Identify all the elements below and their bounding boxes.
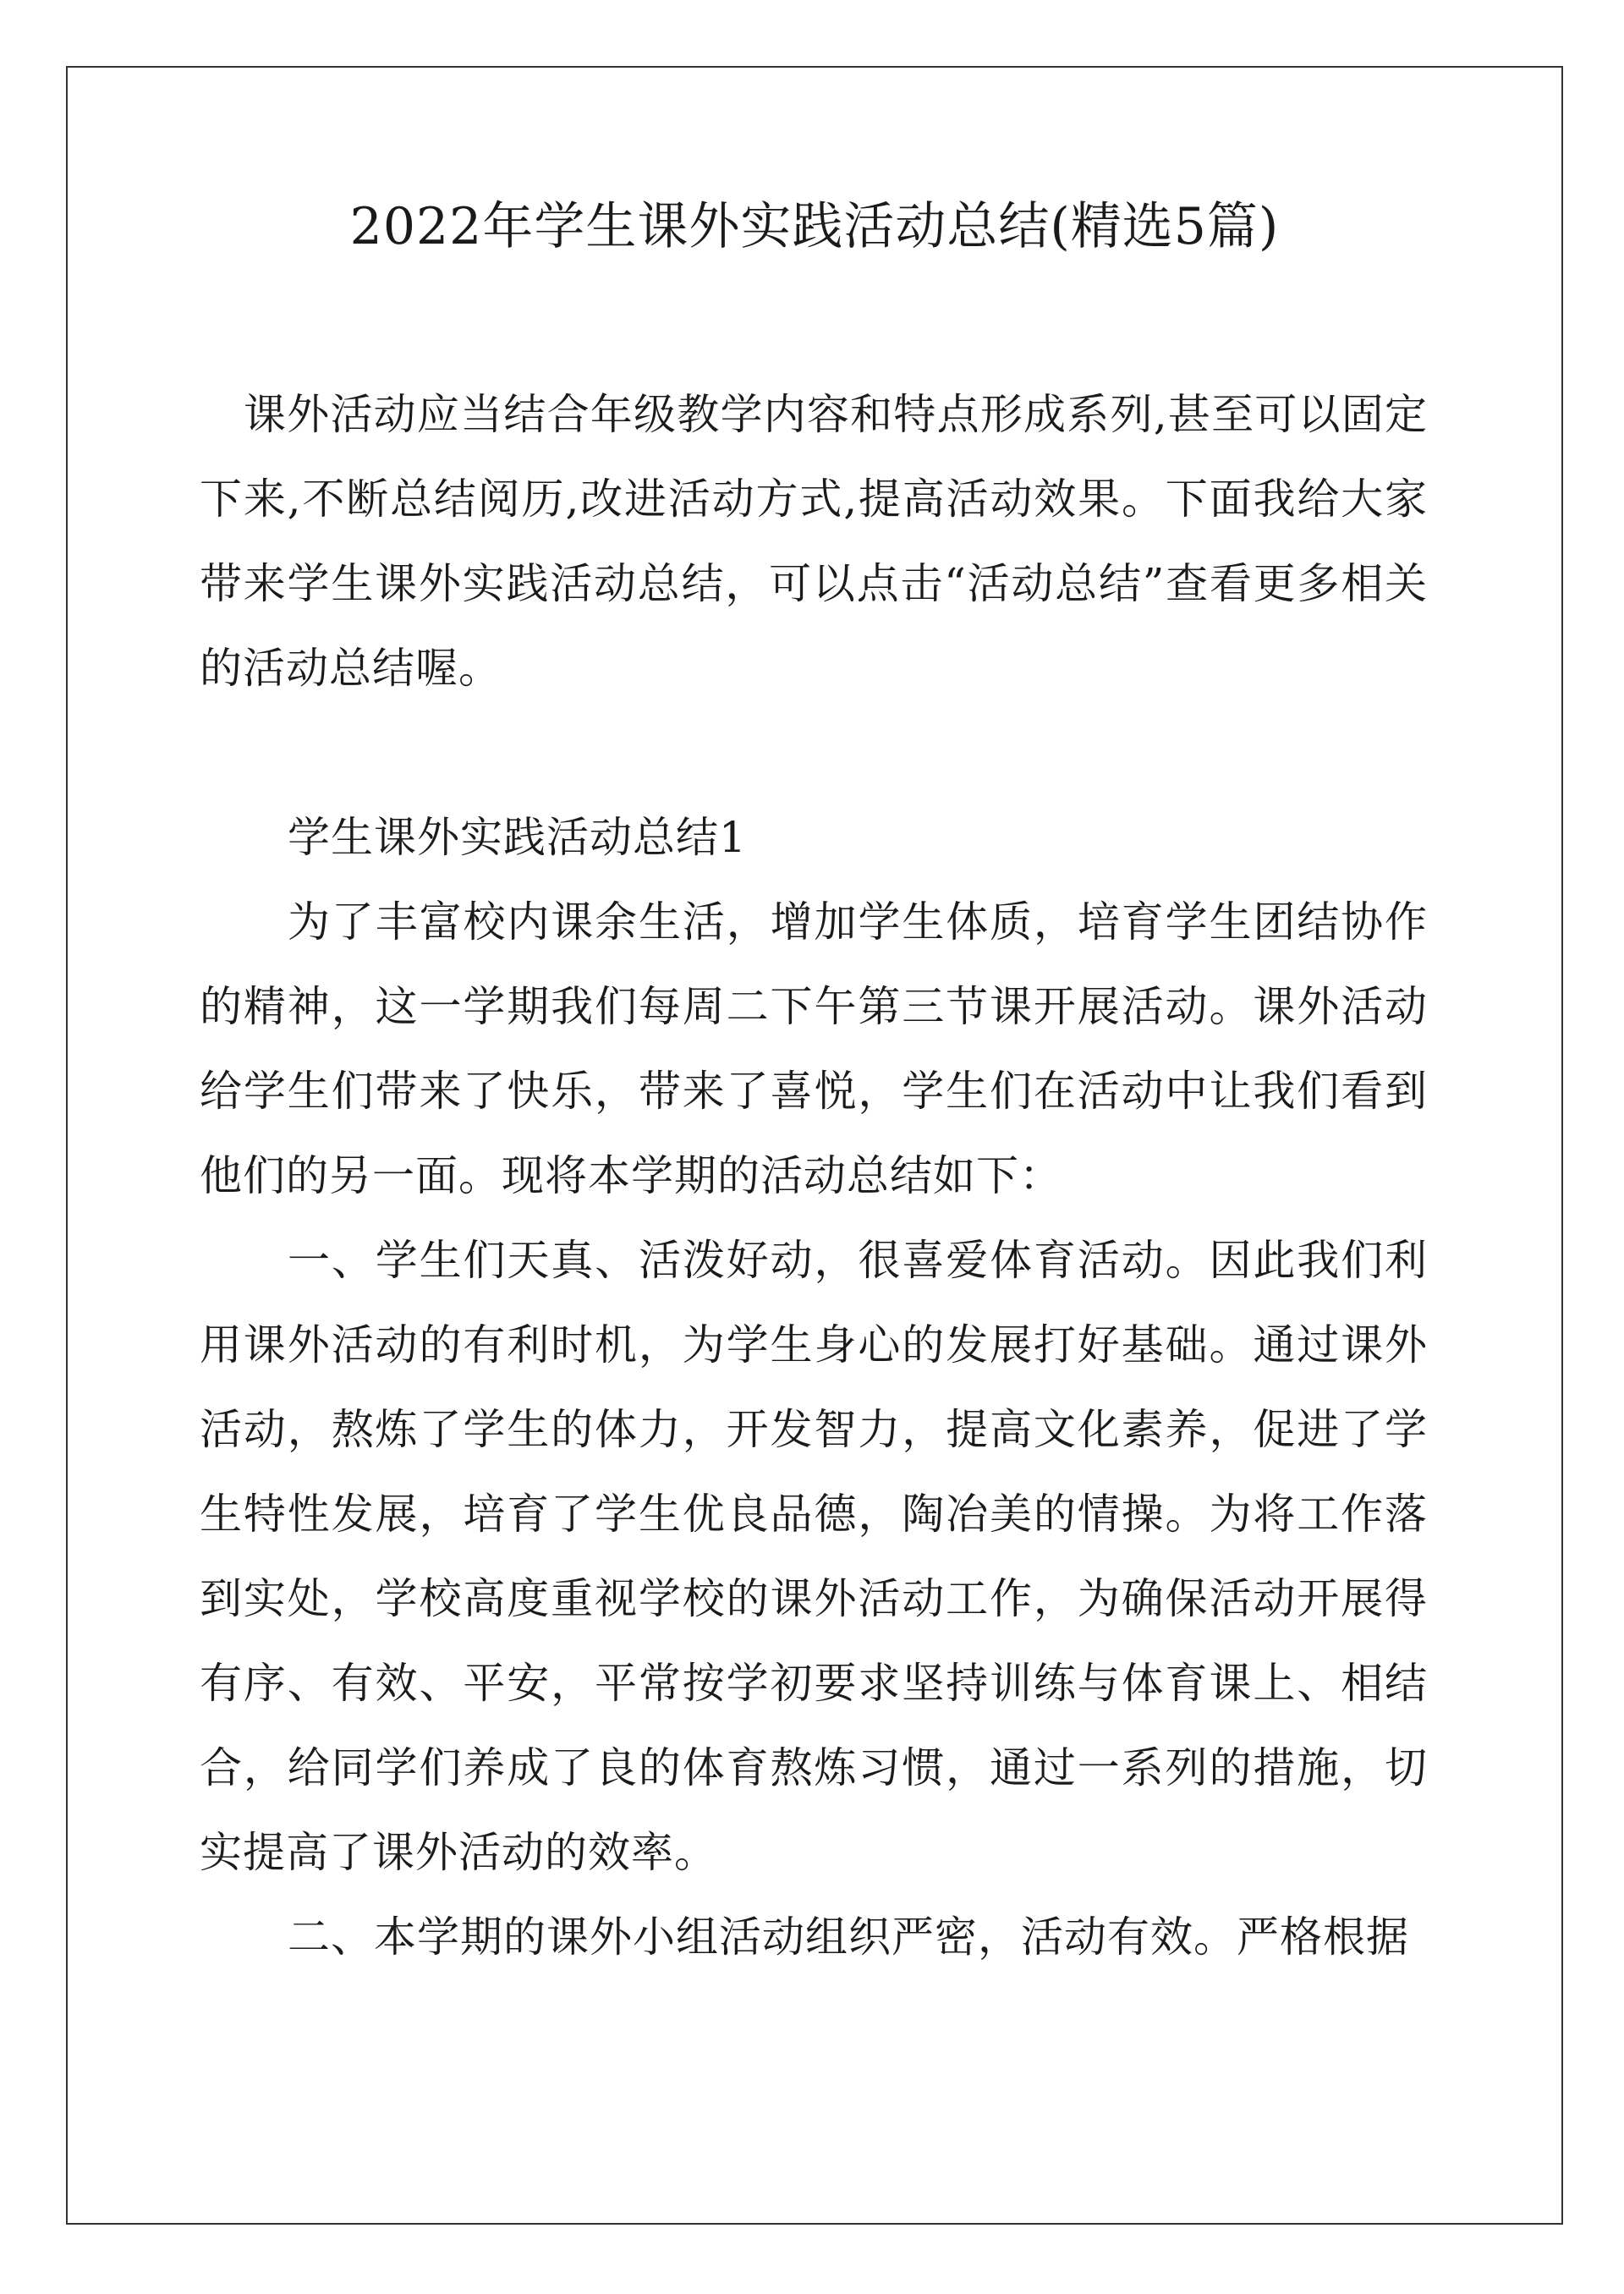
body-paragraph: 一、学生们天真、活泼好动，很喜爱体育活动。因此我们利用课外活动的有利时机，为学生身心的发展打好基础。通过课外活动，熬炼了学生的体力，开发智力，提高文化素养，促进了学生特性发展，培育了学生优良品德，陶冶美的情操。为将工作落到实处，学校高度重视学校的课外活动工作，为确保活动开展得有序、有效、平安，平常按学初要求坚持训练与体育课上、相结合，给同学们养成了良的体育熬炼习惯，通过一系列的措施，切实提高了课外活动的效率。 [200, 1236, 1428, 1877]
document-title: 2022年学生课外实践活动总结(精选5篇) [349, 197, 1280, 256]
body-paragraph: 二、本学期的课外小组活动组织严密，活动有效。严格根据 [288, 1913, 1409, 1962]
intro-paragraph: 课外活动应当结合年级教学内容和特点形成系列,甚至可以固定下来,不断总结阅历,改进活动方式,提高活动效果。下面我给大家带来学生课外实践活动总结，可以点击“活动总结”查看更多相关的活动总结喔。 [200, 390, 1428, 693]
body-paragraph: 为了丰富校内课余生活，增加学生体质，培育学生团结协作的精神，这一学期我们每周二下午第三节课开展活动。课外活动给学生们带来了快乐，带来了喜悦，学生们在活动中让我们看到他们的另一面。现将本学期的活动总结如下： [200, 897, 1428, 1200]
section-heading: 学生课外实践活动总结1 [288, 813, 747, 862]
document-body [200, 372, 1428, 1979]
